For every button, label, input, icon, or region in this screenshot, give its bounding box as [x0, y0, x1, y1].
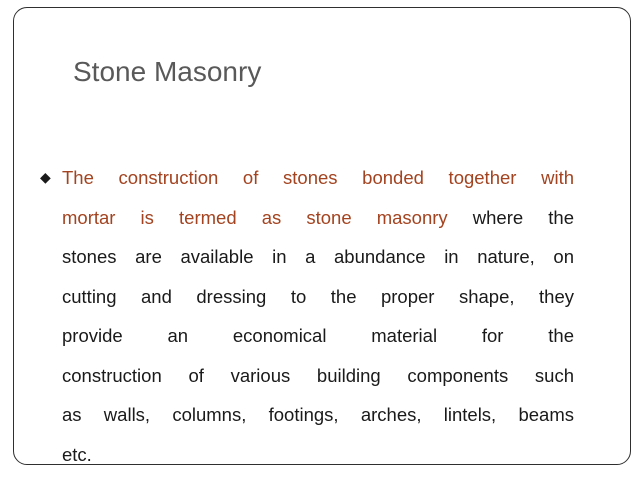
diamond-bullet-icon: ◆ [40, 169, 51, 185]
body-text: etc. [62, 443, 92, 465]
highlighted-text: mortar is termed as stone masonry [62, 206, 448, 228]
body-text: where the [447, 206, 574, 228]
body-text: cutting and dressing to the proper shape, they [62, 285, 574, 307]
body-text: stones are available in a abundance in nature, on [62, 246, 574, 267]
text-line [62, 316, 574, 356]
body-text: provide an economical material for the [62, 325, 574, 346]
text-line [62, 435, 574, 475]
body-text: construction of various building components such [62, 364, 574, 386]
slide-title: Stone Masonry [73, 56, 262, 87]
text-line [62, 356, 574, 396]
slide-content [34, 158, 574, 474]
text-line [62, 277, 574, 317]
highlighted-text: The construction of stones bonded together with [62, 167, 574, 188]
bullet-item [34, 158, 574, 474]
text-line [62, 158, 574, 198]
text-line [62, 198, 574, 238]
body-text: as walls, columns, footings, arches, lintels, beams [62, 404, 574, 425]
text-line [62, 237, 574, 277]
text-line [62, 395, 574, 435]
